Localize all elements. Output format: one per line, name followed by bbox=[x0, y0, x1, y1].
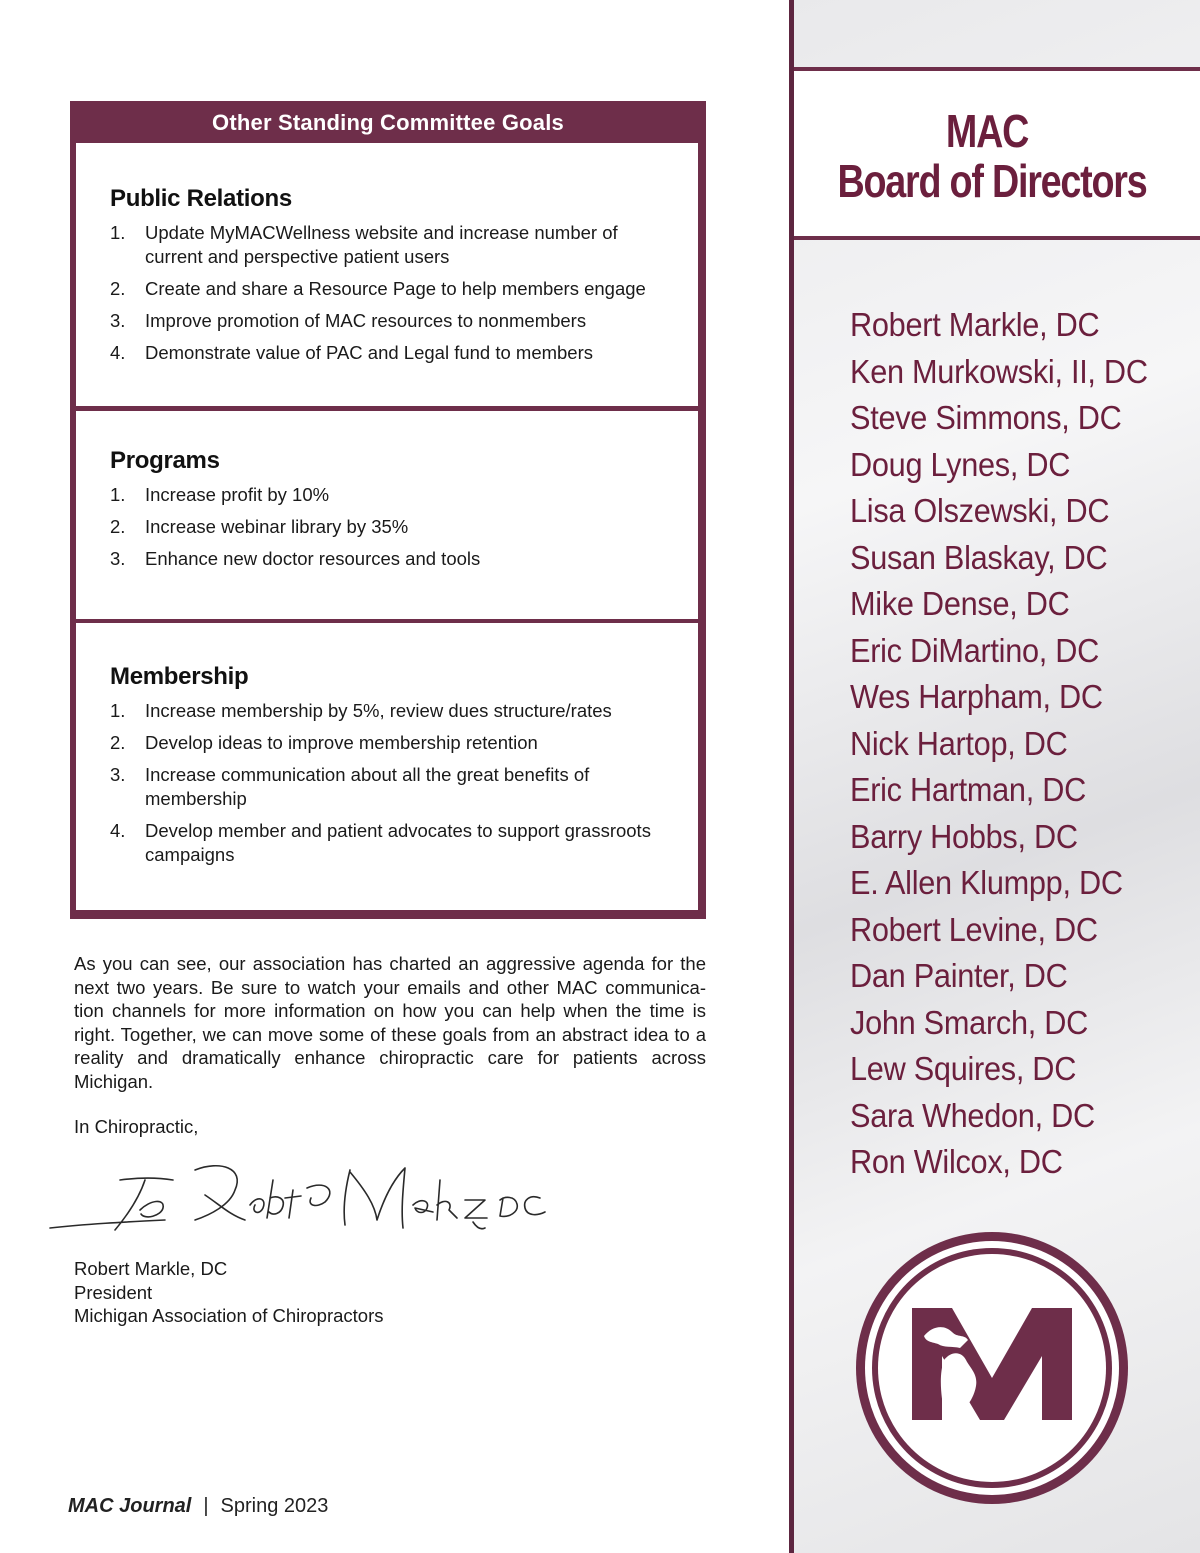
list-item bbox=[110, 515, 668, 539]
item-number: 2. bbox=[110, 516, 126, 537]
director-name: John Smarch, DC bbox=[850, 1003, 1089, 1041]
letter-body: As you can see, our association has charted an aggressive agenda for the next two years. Be sure to watch your emails and other MAC communica-tion channels for more information on how you can help when the time is right. Together, we can move some of these goals from an abstract idea to a reality and dramatically enhance chiropractic care for patients across Michigan. bbox=[74, 953, 706, 1092]
section-title: Public Relations bbox=[110, 185, 292, 212]
item-number: 4. bbox=[110, 342, 126, 363]
item-text: Demonstrate value of PAC and Legal fund to members bbox=[145, 342, 594, 363]
item-number: 4. bbox=[110, 820, 126, 841]
director-name: Lew Squires, DC bbox=[850, 1050, 1077, 1087]
goal-list bbox=[110, 221, 668, 365]
director-name: Robert Markle, DC bbox=[850, 306, 1100, 343]
goal-list bbox=[110, 699, 668, 867]
item-text: Create and share a Resource Page to help members engage bbox=[145, 278, 646, 299]
director-name: Susan Blaskay, DC bbox=[850, 538, 1108, 576]
item-number: 1. bbox=[110, 222, 126, 243]
director-name: Wes Harpham, DC bbox=[850, 678, 1103, 715]
item-text: Update MyMACWellness website and increase number of current and perspective patient users bbox=[145, 222, 618, 267]
director-name: Steve Simmons, DC bbox=[850, 399, 1122, 436]
director-name: Sara Whedon, DC bbox=[850, 1096, 1095, 1134]
list-item bbox=[110, 763, 668, 811]
mac-michigan-m-logo-icon bbox=[852, 1228, 1132, 1508]
director-name: Barry Hobbs, DC bbox=[850, 817, 1078, 855]
director-name: Ron Wilcox, DC bbox=[850, 1143, 1063, 1180]
goals-header: Other Standing Committee Goals bbox=[212, 110, 564, 135]
list-item bbox=[110, 699, 668, 723]
section-title: Membership bbox=[110, 663, 249, 690]
director-name: Robert Levine, DC bbox=[850, 910, 1098, 948]
goal-list bbox=[110, 483, 668, 571]
goals-section-membership bbox=[76, 623, 698, 910]
signature-image bbox=[45, 1150, 555, 1245]
director-name: Doug Lynes, DC bbox=[850, 445, 1071, 483]
director-name: Mike Dense, DC bbox=[850, 585, 1070, 622]
list-item bbox=[110, 309, 668, 333]
director-name: E. Allen Klumpp, DC bbox=[850, 864, 1123, 901]
item-text: Improve promotion of MAC resources to nonmembers bbox=[145, 310, 587, 331]
page-footer bbox=[68, 1495, 328, 1518]
item-number: 3. bbox=[110, 310, 126, 331]
list-item bbox=[110, 277, 668, 301]
signer-organization: Michigan Association of Chiropractors bbox=[74, 1305, 384, 1326]
item-number: 2. bbox=[110, 732, 126, 753]
director-name: Eric DiMartino, DC bbox=[850, 631, 1100, 669]
item-number: 3. bbox=[110, 764, 126, 785]
item-text: Increase membership by 5%, review dues structure/rates bbox=[145, 700, 612, 721]
item-number: 1. bbox=[110, 700, 126, 721]
item-number: 1. bbox=[110, 484, 126, 505]
item-number: 3. bbox=[110, 548, 126, 569]
signer-name: Robert Markle, DC bbox=[74, 1258, 228, 1279]
director-name: Lisa Olszewski, DC bbox=[850, 492, 1110, 529]
item-text: Develop ideas to improve membership retention bbox=[145, 732, 538, 753]
goals-section-programs bbox=[76, 411, 698, 619]
item-text: Enhance new doctor resources and tools bbox=[145, 548, 481, 569]
directors-list bbox=[850, 302, 1170, 1186]
list-item bbox=[110, 731, 668, 755]
journal-name: MAC Journal bbox=[68, 1495, 192, 1517]
goals-section-public-relations bbox=[76, 143, 698, 406]
board-title-line-1: MAC bbox=[945, 105, 1029, 157]
board-title-line-2: Board of Directors bbox=[837, 155, 1147, 207]
item-text: Increase profit by 10% bbox=[145, 484, 330, 505]
signer-block bbox=[74, 1257, 384, 1328]
list-item bbox=[110, 341, 668, 365]
item-text: Increase communication about all the great benefits of membership bbox=[145, 764, 590, 809]
item-text: Increase webinar library by 35% bbox=[145, 516, 409, 537]
list-item bbox=[110, 547, 668, 571]
director-name: Dan Painter, DC bbox=[850, 957, 1068, 994]
list-item bbox=[110, 819, 668, 867]
section-title: Programs bbox=[110, 447, 220, 474]
signature-text: Dr Robert P Markle DC bbox=[45, 1150, 56, 1151]
director-name: Nick Hartop, DC bbox=[850, 724, 1068, 762]
item-text: Develop member and patient advocates to support grassroots campaigns bbox=[145, 820, 651, 865]
director-name: Eric Hartman, DC bbox=[850, 771, 1086, 808]
item-number: 2. bbox=[110, 278, 126, 299]
letter-closing: In Chiropractic, bbox=[74, 1116, 199, 1137]
list-item bbox=[110, 483, 668, 507]
issue-date: Spring 2023 bbox=[220, 1495, 329, 1517]
footer-separator: | bbox=[203, 1495, 209, 1517]
committee-goals-box bbox=[70, 101, 706, 919]
director-name: Ken Murkowski, II, DC bbox=[850, 352, 1148, 390]
signer-title: President bbox=[74, 1281, 153, 1303]
board-title-card bbox=[794, 67, 1200, 240]
list-item bbox=[110, 221, 668, 269]
